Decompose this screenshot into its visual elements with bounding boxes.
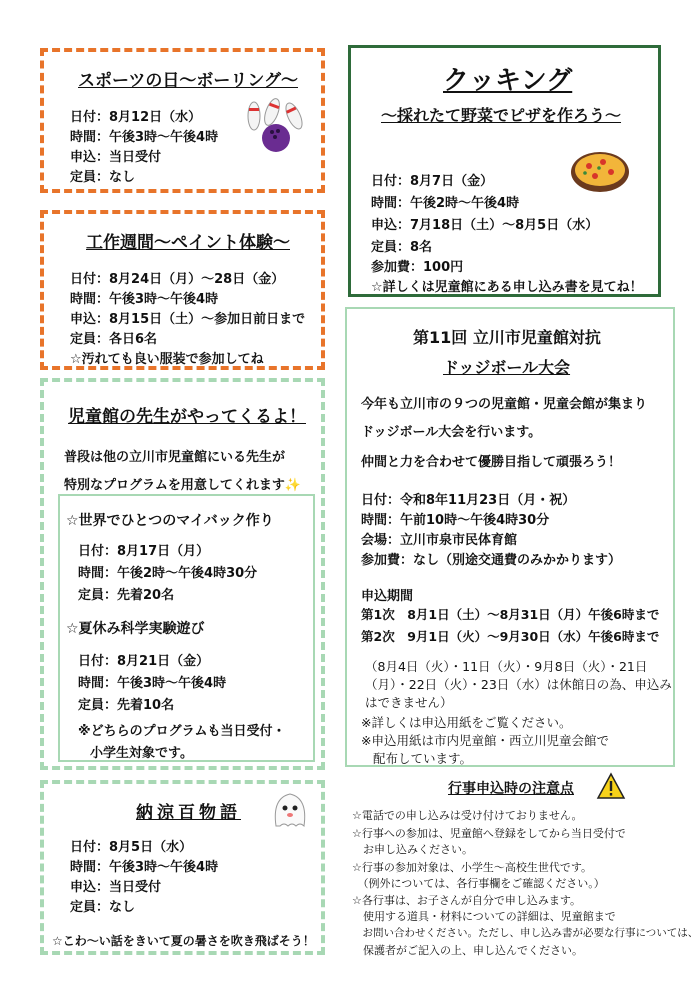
- ghost-capacity: 定員：なし: [70, 900, 136, 915]
- cooking-note: ☆詳しくは児童館にある申し込み書を見てね！: [371, 280, 643, 295]
- dodgeball-para-3: 仲間と力を合わせて優勝目指して頑張ろう！: [361, 455, 622, 470]
- sports-time: 時間：午後3時〜午後4時: [70, 130, 219, 145]
- notice-line-1: ☆電話での申し込みは受け付けておりません。: [352, 809, 583, 822]
- sports-day-title: スポーツの日〜ボーリング〜: [78, 71, 298, 91]
- program1-capacity: 定員：先着20名: [78, 588, 175, 603]
- program2-capacity: 定員：先着10名: [78, 698, 175, 713]
- notice-line-7: 使用する道具・材料についての詳細は、児童館まで: [352, 910, 616, 923]
- pizza-icon: [569, 144, 631, 194]
- ghost-date: 日付：8月5日（水）: [70, 840, 193, 855]
- dodgeball-para-2: ドッジボール大会を行います。: [361, 425, 542, 440]
- notice-line-2: ☆行事への参加は、児童館へ登録をしてから当日受付で: [352, 827, 626, 840]
- craft-apply: 申込：8月15日（土）〜参加日前日まで: [70, 312, 306, 327]
- notice-line-4: ☆行事の参加対象は、小学生〜高校生世代です。: [352, 861, 592, 874]
- cooking-title: クッキング: [443, 66, 573, 96]
- craft-week-title: 工作週間〜ペイント体験〜: [86, 233, 290, 253]
- dodgeball-closed-3: はできません）: [365, 695, 453, 710]
- ghost-story-title: 納涼百物語: [136, 803, 241, 823]
- craft-date: 日付：8月24日（月）〜28日（金）: [70, 272, 285, 287]
- dodgeball-note-1: ※詳しくは申込用紙をご覧ください。: [361, 715, 572, 730]
- dodgeball-title-2: ドッジボール大会: [443, 358, 571, 377]
- sports-capacity: 定員：なし: [70, 170, 136, 185]
- cooking-apply: 申込：7月18日（土）〜8月5日（水）: [371, 218, 599, 233]
- dodgeball-time: 時間：午前10時〜午後4時30分: [361, 513, 550, 528]
- sports-date: 日付：8月12日（水）: [70, 110, 202, 125]
- dodgeball-box: [345, 307, 675, 767]
- dodgeball-period-1: 第1次 8月1日（土）〜8月31日（月）午後6時まで: [361, 607, 660, 622]
- dodgeball-note-2: ※申込用紙は市内児童館・西立川児童会館で: [361, 733, 609, 748]
- bowling-icon: [240, 94, 310, 156]
- teacher-intro-1: 普段は他の立川市児童館にいる先生が: [64, 450, 286, 465]
- dodgeball-para-1: 今年も立川市の９つの児童館・児童会館が集まり: [361, 397, 648, 412]
- teacher-intro-2: 特別なプログラムを用意してくれます✨: [64, 478, 302, 493]
- craft-week-box: [40, 210, 325, 370]
- cooking-box: [348, 45, 661, 297]
- ghost-time: 時間：午後3時〜午後4時: [70, 860, 219, 875]
- program1-date: 日付：8月17日（月）: [78, 544, 210, 559]
- notice-line-9: 保護者がご記入の上、申し込んでください。: [352, 944, 583, 957]
- teacher-visit-title: 児童館の先生がやってくるよ！: [68, 407, 306, 427]
- program2-time: 時間：午後3時〜午後4時: [78, 676, 227, 691]
- notice-title: 行事申込時の注意点: [448, 781, 574, 797]
- ghost-icon: [266, 786, 314, 834]
- program-note-2: 小学生対象です。: [90, 746, 193, 761]
- dodgeball-period-2: 第2次 9月1日（火）〜9月30日（水）午後6時まで: [361, 629, 660, 644]
- cooking-capacity: 定員：8名: [371, 240, 433, 255]
- notice-line-3: お申し込みください。: [352, 843, 473, 856]
- ghost-story-box: [40, 780, 325, 955]
- cooking-time: 時間：午後2時〜午後4時: [371, 196, 520, 211]
- program2-date: 日付：8月21日（金）: [78, 654, 210, 669]
- dodgeball-fee: 参加費：なし（別途交通費のみかかります）: [361, 553, 622, 568]
- program1-time: 時間：午後2時〜午後4時30分: [78, 566, 258, 581]
- dodgeball-venue: 会場：立川市泉市民体育館: [361, 533, 518, 548]
- cooking-fee: 参加費：100円: [371, 260, 464, 275]
- craft-note: ☆汚れても良い服装で参加してね: [70, 352, 264, 367]
- program-panel: [58, 494, 315, 762]
- craft-capacity: 定員：各日6名: [70, 332, 158, 347]
- program2-title: ☆夏休み科学実験遊び: [66, 621, 205, 637]
- notice-line-5: （例外については、各行事欄をご確認ください。）: [352, 877, 605, 890]
- dodgeball-closed-1: （8月4日（火）・11日（火）・9月8日（火）・21日: [365, 659, 648, 674]
- program1-title: ☆世界でひとつのマイバック作り: [66, 513, 274, 529]
- craft-time: 時間：午後3時〜午後4時: [70, 292, 219, 307]
- cooking-subtitle: 〜採れたて野菜でピザを作ろう〜: [381, 106, 622, 125]
- dodgeball-period-label: 申込期間: [361, 589, 414, 604]
- ghost-apply: 申込：当日受付: [70, 880, 162, 895]
- dodgeball-closed-2: （月）・22日（火）・23日（水）は休館日の為、申込み: [365, 677, 672, 692]
- warning-icon: [596, 772, 626, 800]
- notice-line-8: お問い合わせください。ただし、申し込み書が必要な行事については、: [352, 927, 699, 939]
- program-note-1: ※どちらのプログラムも当日受付・: [78, 724, 286, 739]
- dodgeball-date: 日付：令和8年11月23日（月・祝）: [361, 493, 576, 508]
- dodgeball-note-3: 配布しています。: [373, 751, 473, 766]
- ghost-note: ☆こわ〜い話をきいて夏の暑さを吹き飛ばそう！: [52, 934, 315, 948]
- notice-line-6: ☆各行事は、お子さんが自分で申し込みます。: [352, 894, 581, 907]
- cooking-date: 日付：8月7日（金）: [371, 174, 494, 189]
- teacher-visit-box: [40, 378, 325, 770]
- sports-day-box: [40, 48, 325, 193]
- sports-apply: 申込：当日受付: [70, 150, 162, 165]
- dodgeball-title-1: 第11回 立川市児童館対抗: [413, 328, 601, 347]
